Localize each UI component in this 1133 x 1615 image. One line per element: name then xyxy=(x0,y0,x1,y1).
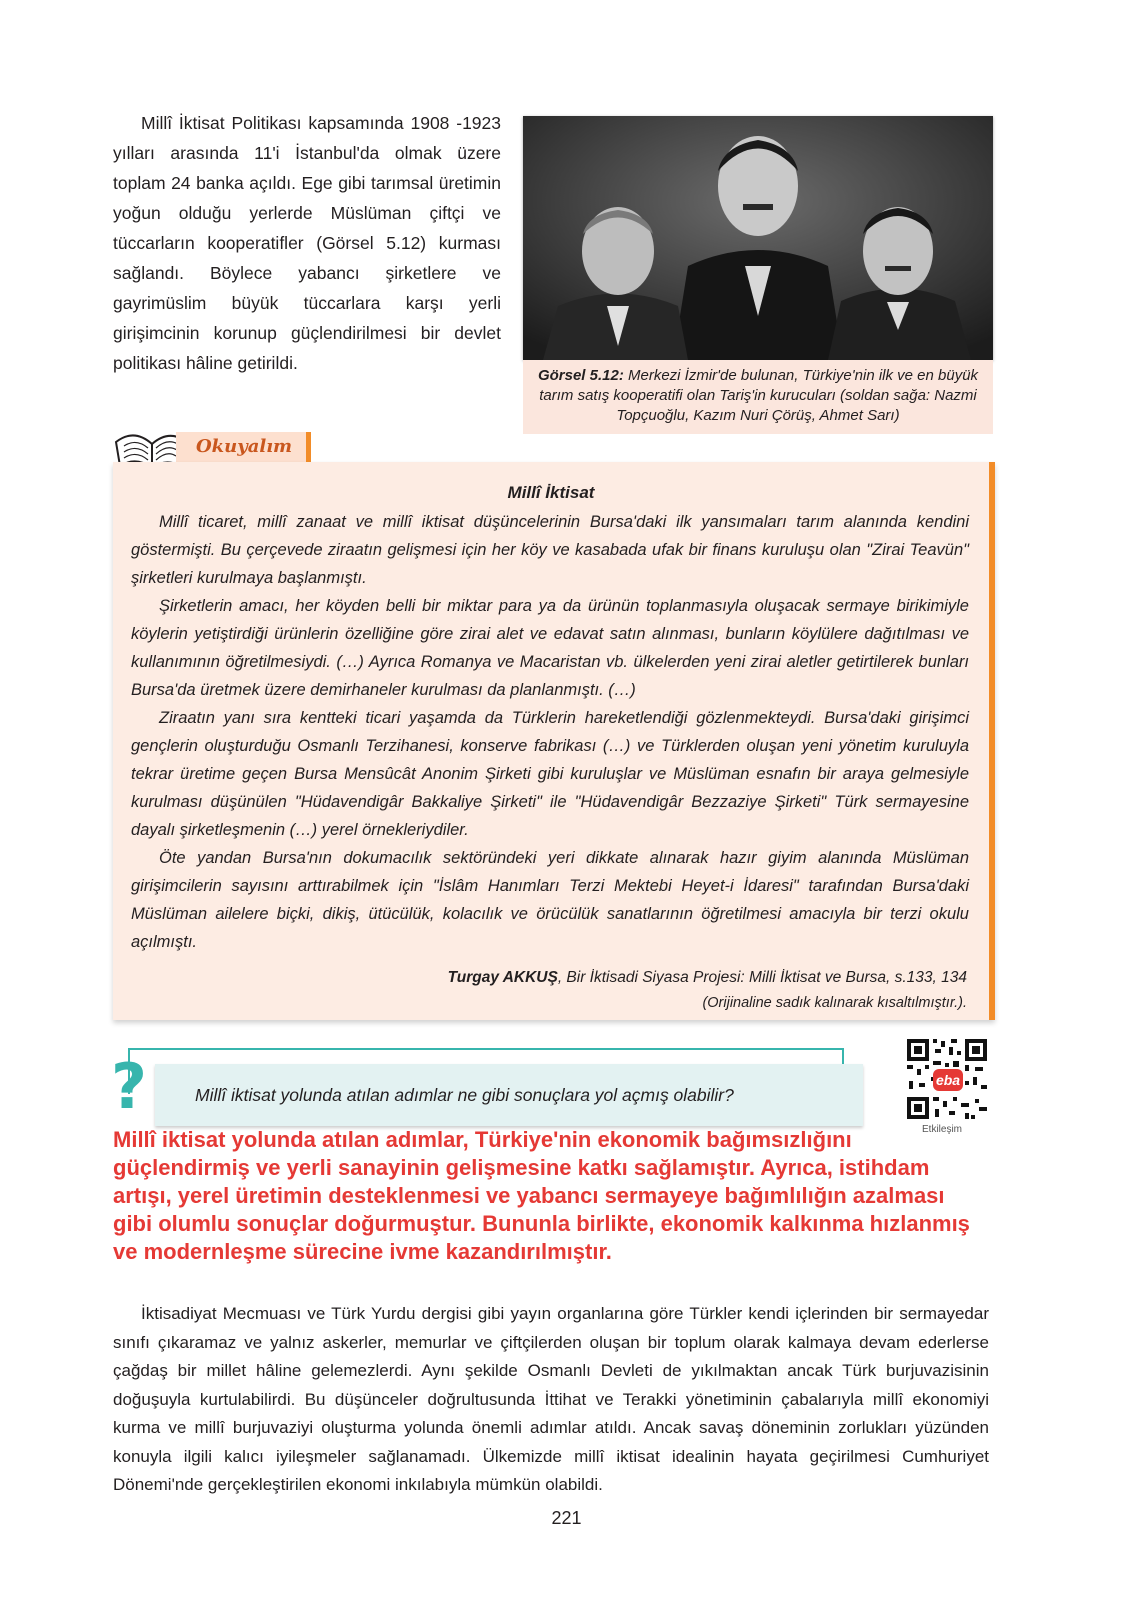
intro-paragraph: Millî İktisat Politikası kapsamında 1908 -1923 yılları arasında 11'i İstanbul'da olmak üzere toplam 24 banka açıldı. Ege gibi tarımsal üretimin yoğun olduğu yerlerde Müslüman çiftçi ve tüccarların kooperatifler (Görsel 5.12) kurması sağlandı. Böylece yabancı şirketlere ve gayrimüslim büyük tüccarlara karşı yerli girişimcinin korunup güçlendirilmesi bir devlet politikası hâline getirildi. xyxy=(113,113,501,373)
answer-line: ve modernleşme sürecine ivme kazandırılmıştır. xyxy=(113,1239,612,1264)
reading-body xyxy=(131,508,969,956)
qr-label: Etkileşim xyxy=(922,1124,963,1135)
founders-photo xyxy=(523,116,993,360)
okuyalim-tag xyxy=(176,432,311,462)
reading-paragraph: Millî ticaret, millî zanaat ve millî iktisat düşüncelerinin Bursa'daki ilk yansımaları tarım alanında kendini göstermişti. Bu çerçevede ziraatın gelişmesi için her köy ve kasabada ufak bir finans kuruluşu olan "Zirai Teavün" şirketleri kurulmaya başlanmıştı. xyxy=(131,513,969,587)
figure-caption xyxy=(523,360,993,426)
reading-box xyxy=(113,462,995,1020)
source-work: , Bir İktisadi Siyasa Projesi: Milli İktisat ve Bursa, s.133, 134 xyxy=(557,969,967,986)
okuyalim-label: Okuyalım xyxy=(196,436,293,457)
svg-text:eba: eba xyxy=(935,1072,961,1088)
reading-paragraph: Ziraatın yanı sıra kentteki ticari yaşamda da Türklerin hareketlendiği gözlenmekteydi. Bursa'daki girişimci gençlerin oluşturduğu Osmanlı Terzihanesi, konserve fabrikası (…) ve Türklerden oluşan yeni yönetim kuruluyla tekrar üretime geçen Bursa Mensûcât Anonim Şirketi gibi kuruluşlar ve Müslüman esnafın bir araya gelmesiyle kurulması düşünülen "Hüdavendigâr Bakkaliye Şirketi" ile "Hüdavendigâr Bezzaziye Şirketi" Türk sermayesine dayalı şirketleşmenin (…) yerel örnekleriydiler. xyxy=(131,709,969,839)
closing-paragraph: İktisadiyat Mecmuası ve Türk Yurdu dergisi gibi yayın organlarına göre Türkler kendi içlerinden bir sermayedar sınıfı çıkaramaz ve yalnız askerler, memurlar ve çiftçilerden oluşan bir toplum olarak kalmaya devam ederlerse çağdaş bir millet hâline gelemezlerdi. Aynı şekilde Osmanlı Devleti de yıkılmaktan ancak Türk burjuvazisinin doğuşuyla kurtulabilirdi. Bu düşünceler doğrultusunda İttihat ve Terakki yönetiminin çabalarıyla millî ekonomiyi kurma ve millî burjuvaziyi oluşturma yolunda önemli adımlar atıldı. Ancak savaş döneminin zorlukları yüzünden konuyla ilgili kalıcı iyileşmeler sağlanamadı. Ülkemizde millî iktisat idealinin hayata geçirilmesi Cumhuriyet Dönemi'nde gerçekleştirilen ekonomi inkılabıyla mümkün olabildi. xyxy=(113,1304,989,1494)
closing-text xyxy=(113,1300,989,1500)
source-author: Turgay AKKUŞ xyxy=(447,969,558,986)
reading-paragraph: Şirketlerin amacı, her köyden belli bir miktar para ya da ürünün toplanmasıyla oluşacak sermaye birikimiyle köylerin yetiştirdiği ürünlerin özelliğine göre zirai alet ve edavat satın alınması, bunların köylülere dağıtılması ve kullanımının öğretilmesiydi. (…) Ayrıca Romanya ve Macaristan vb. ülkelerden yeni zirai aletler getirtilerek bunları Bursa'da üretmek üzere demirhaneler kurulması da planlanmıştı. (…) xyxy=(131,597,969,699)
reading-title: Millî İktisat xyxy=(507,483,595,502)
answer-line: güçlendirmiş ve yerli sanayinin gelişmesine katkı sağlamıştır. Ayrıca, istihdam xyxy=(113,1155,930,1180)
figure-label: Görsel 5.12: xyxy=(537,367,624,384)
page-number: 221 xyxy=(551,1508,582,1528)
figure-caption-text: Merkezi İzmir'de bulunan, Türkiye'nin ilk ve en büyük tarım satış kooperatifi olan Tariş'in kurucuları (soldan sağa: Nazmi Topçuoğlu, Kazım Nuri Çörüş, Ahmet Sarı) xyxy=(539,367,979,424)
intro-text xyxy=(113,108,501,378)
answer-line: Millî iktisat yolunda atılan adımlar, Türkiye'nin ekonomik bağımsızlığını xyxy=(113,1127,852,1152)
qr-code-icon[interactable] xyxy=(905,1037,989,1121)
answer-line: artışı, yerel üretimin desteklenmesi ve yabancı sermayeye bağımlılığın azalması xyxy=(113,1183,945,1208)
question-box xyxy=(155,1064,863,1126)
reading-source xyxy=(113,966,967,990)
answer-text xyxy=(113,1126,1003,1266)
founders-photo-illustration xyxy=(523,116,993,360)
question-text: Millî iktisat yolunda atılan adımlar ne gibi sonuçlara yol açmış olabilir? xyxy=(195,1085,734,1105)
reading-paragraph: Öte yandan Bursa'nın dokumacılık sektöründeki yeri dikkate alınarak hazır giyim alanında Müslüman girişimcilerin sayısını arttırabilmek için "İslâm Hanımları Terzi Mektebi Heyet-i İdaresi" tarafından Bursa'daki Müslüman ailelere biçki, dikiş, ütücülük, kolacılık ve örücülük sanatlarının öğretilmesi amacıyla bir terzi okulu açılmıştı. xyxy=(131,849,969,951)
figure-caption-box xyxy=(523,360,993,434)
answer-line: gibi olumlu sonuçlar doğurmuştur. Bununla birlikte, ekonomik kalkınma hızlanmış xyxy=(113,1211,970,1236)
source-note: (Orijinaline sadık kalınarak kısaltılmıştır.). xyxy=(702,995,967,1011)
question-mark-icon: ? xyxy=(111,1050,147,1123)
